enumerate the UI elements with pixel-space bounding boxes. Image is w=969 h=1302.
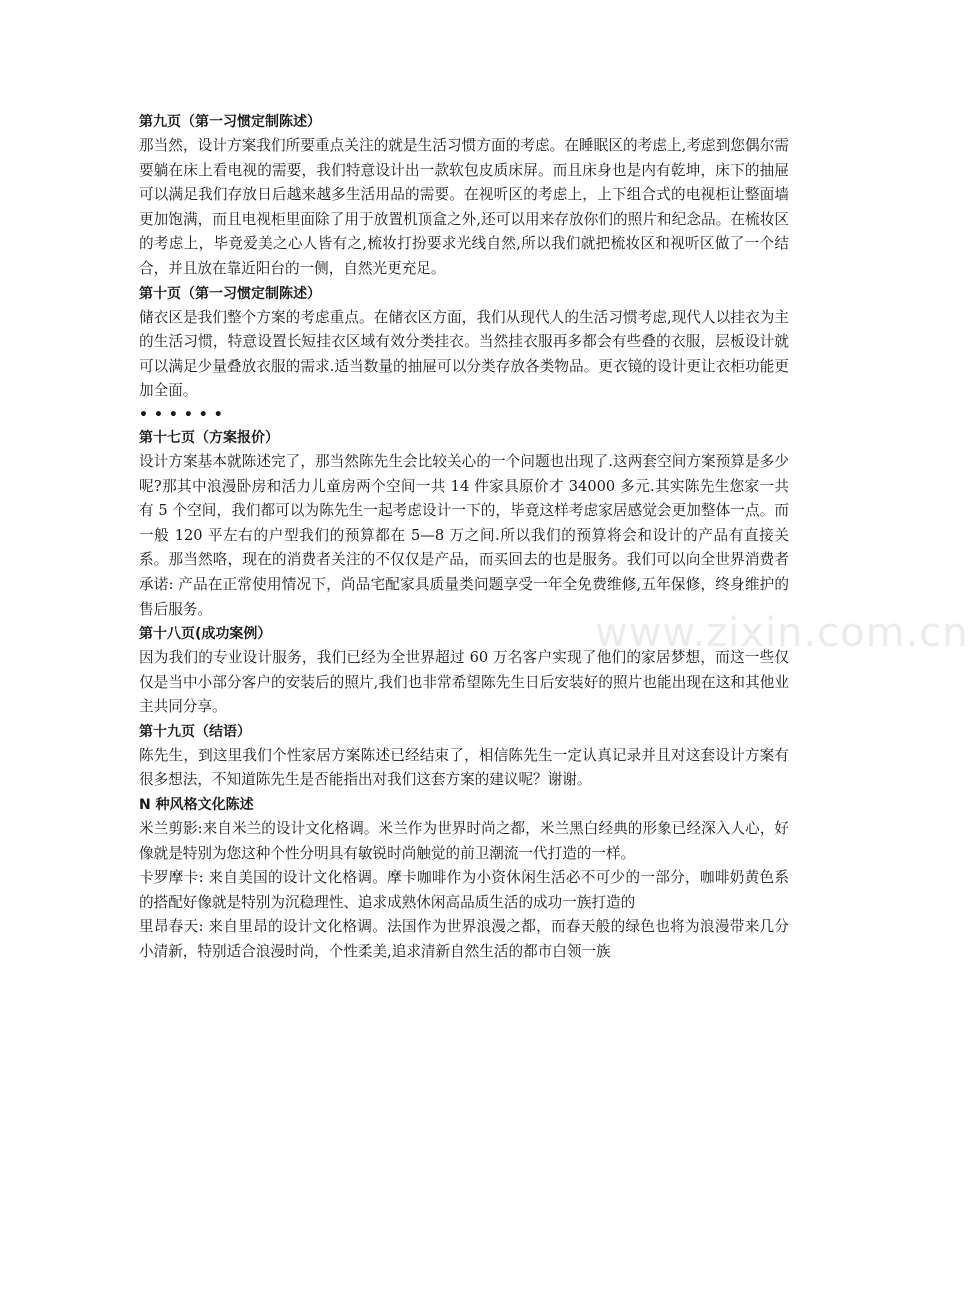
section-paragraph: 陈先生，到这里我们个性家居方案陈述已经结束了，相信陈先生一定认真记录并且对这套设计方案有很多想法，不知道陈先生是否能指出对我们这套方案的建议呢？谢谢。: [139, 746, 789, 789]
section-paragraph: 因为我们的专业设计服务，我们已经为全世界超过 60 万名客户实现了他们的家居梦想，而这一些仅仅是当中小部分客户的安装后的照片,我们也非常希望陈先生日后安装好的照片也能出现在这和其他业主共同分享。: [139, 649, 789, 716]
style-paragraph-lyon: 里昂春天: 来自里昂的设计文化格调。法国作为世界浪漫之都，而春天般的绿色也将为浪漫带来几分小清新，特别适合浪漫时尚，个性柔美,追求清新自然生活的都市白领一族: [139, 918, 789, 961]
section-paragraph: 储衣区是我们整个方案的考虑重点。在储衣区方面，我们从现代人的生活习惯考虑,现代人以挂衣为主的生活习惯，特意设置长短挂衣区域有效分类挂衣。当然挂衣服再多都会有些叠的衣服，层板设计就可以满足少量叠放衣服的需求.适当数量的抽屉可以分类存放各类物品。更衣镜的设计更让衣柜功能更加全面。: [139, 308, 789, 400]
section-heading-page-18: 第十八页(成功案例）: [139, 626, 272, 643]
section-heading-page-9: 第九页（第一习惯定制陈述）: [139, 114, 321, 130]
ellipsis-dots: ••••••: [139, 406, 229, 423]
section-paragraph: 设计方案基本就陈述完了，那当然陈先生会比较关心的一个问题也出现了.这两套空间方案预算是多少呢?那其中浪漫卧房和活力儿童房两个空间一共 14 件家具原价才 34000 多元.其实陈先生您家一共有 5 个空间，我们都可以为陈先生一起考虑设计一下的，毕竟这样考虑家居感觉会更加整体一点。而一般 120 平左右的户型我们的预算都在 5—8 万之间.所以我们的预算将会和设计的产品有直接关系。那当然咯，现在的消费者关注的不仅仅是产品，而买回去的也是服务。我们可以向全世界消费者承诺: 产品在正常使用情况下，尚品宅配家具质量类问题享受一年全免费维修,五年保修，终身维护的售后服务。: [139, 452, 789, 618]
section-heading-styles: N 种风格文化陈述: [139, 797, 254, 814]
document-body: [139, 110, 789, 965]
section-heading-page-17: 第十七页（方案报价）: [139, 429, 279, 446]
section-paragraph: 那当然，设计方案我们所要重点关注的就是生活习惯方面的考虑。在睡眠区的考虑上,考虑到您偶尔需要躺在床上看电视的需要，我们特意设计出一款软包皮质床屏。而且床身也是内有乾坤，床下的抽屉可以满足我们存放日后越来越多生活用品的需要。在视听区的考虑上，上下组合式的电视柜让整面墙更加饱满，而且电视柜里面除了用于放置机顶盒之外,还可以用来存放你们的照片和纪念品。在梳妆区的考虑上，毕竟爱美之心人皆有之,梳妆打扮要求光线自然,所以我们就把梳妆区和视听区做了一个结合，并且放在靠近阳台的一侧，自然光更充足。: [139, 137, 789, 277]
section-heading-page-10: 第十页（第一习惯定制陈述）: [139, 285, 321, 302]
watermark-text: www.zixin.com.cn: [595, 610, 969, 656]
section-heading-page-19: 第十九页（结语）: [139, 723, 251, 740]
style-paragraph-mocha: 卡罗摩卡: 来自美国的设计文化格调。摩卡咖啡作为小资休闲生活必不可少的一部分，咖啡奶黄色系的搭配好像就是特别为沉稳理性、追求成熟休闲高品质生活的成功一族打造的: [139, 869, 789, 911]
style-paragraph-milan: 米兰剪影:来自米兰的设计文化格调。米兰作为世界时尚之都，米兰黑白经典的形象已经深入人心，好像就是特别为您这种个性分明具有敏锐时尚触觉的前卫潮流一代打造的一样。: [139, 820, 789, 862]
